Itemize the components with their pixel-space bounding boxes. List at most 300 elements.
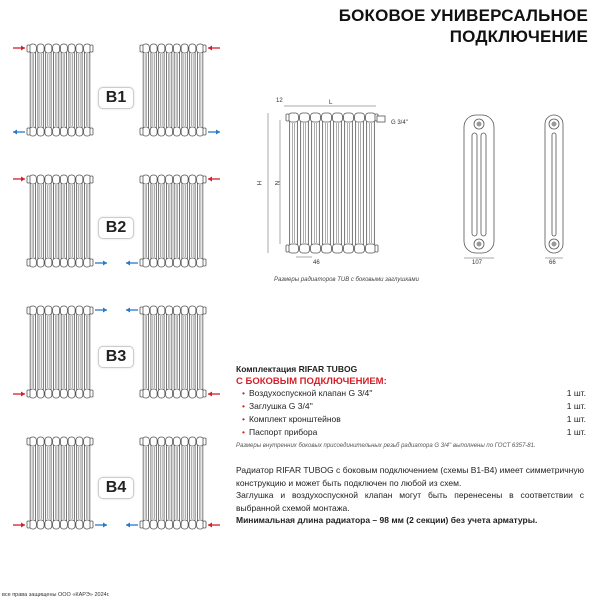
radiator-footer <box>84 389 91 398</box>
radiator-section <box>367 115 375 251</box>
radiator-section <box>301 115 309 251</box>
radiator-footer <box>68 389 75 398</box>
radiator-footer <box>53 520 60 529</box>
radiator-section <box>77 177 82 265</box>
radiator-section <box>190 46 195 134</box>
radiator-header <box>311 113 321 122</box>
radiator-footer <box>45 389 52 398</box>
radiator-footer <box>76 258 83 267</box>
radiator-footer <box>142 389 149 398</box>
radiator-plug <box>90 128 93 135</box>
radiator-header <box>53 175 60 184</box>
radiator-right-b3-icon <box>140 306 206 398</box>
bullet-icon: • <box>242 401 245 411</box>
arrow-head <box>21 46 25 51</box>
radiator-header <box>197 437 204 446</box>
kit-item <box>236 426 586 439</box>
radiator-header <box>60 44 67 53</box>
dim-l: L <box>329 100 333 106</box>
radiator-section <box>61 46 66 134</box>
radiator-header <box>173 437 180 446</box>
radiator-section <box>143 439 148 527</box>
radiator-section <box>38 46 43 134</box>
radiator-header <box>173 44 180 53</box>
kit-item <box>236 387 586 400</box>
radiator-footer <box>60 520 67 529</box>
supply-arrow-icon <box>13 46 25 51</box>
radiator-section <box>290 115 298 251</box>
radiator-plug <box>90 521 93 528</box>
arrow-head <box>208 46 212 51</box>
radiator-plug <box>203 307 206 314</box>
radiator-footer <box>142 258 149 267</box>
radiator-header <box>158 175 165 184</box>
radiator-footer <box>29 258 36 267</box>
radiator-footer <box>197 127 204 136</box>
radiator-header <box>29 306 36 315</box>
radiator-footer <box>68 127 75 136</box>
radiator-plug <box>27 438 30 445</box>
port-core <box>477 242 482 247</box>
supply-arrow-icon <box>208 523 220 528</box>
radiator-section <box>190 177 195 265</box>
radiator-footer <box>150 520 157 529</box>
radiator-section <box>61 177 66 265</box>
radiator-section <box>151 308 156 396</box>
radiator-footer <box>355 244 365 253</box>
radiator-plug <box>140 259 143 266</box>
radiator-header <box>142 175 149 184</box>
radiator-plug <box>140 45 143 52</box>
kit-note: Размеры внутренних боковых присоединительных резьб радиатора G 3/4'' выполнены по ГОСТ 6357-81. <box>236 443 536 449</box>
radiator-right-b2-icon <box>140 175 206 267</box>
bullet-icon: • <box>242 414 245 424</box>
radiator-section <box>143 177 148 265</box>
radiator-footer <box>173 520 180 529</box>
arrow-head <box>208 392 212 397</box>
radiator-footer <box>29 389 36 398</box>
kit-item-qty: 1 шт. <box>566 427 586 437</box>
port-core <box>552 242 557 247</box>
radiator-section <box>46 177 51 265</box>
radiator-footer <box>76 389 83 398</box>
arrow-head <box>21 392 25 397</box>
radiator-left-b4-icon <box>27 437 93 529</box>
radiator-footer <box>45 520 52 529</box>
radiator-plug <box>90 176 93 183</box>
radiator-header <box>344 113 354 122</box>
radiator-header <box>189 437 196 446</box>
radiator-header <box>37 175 44 184</box>
radiator-section <box>84 177 89 265</box>
page-title-line2: ПОДКЛЮЧЕНИЕ <box>449 27 588 46</box>
radiator-header <box>68 306 75 315</box>
radiator-footer <box>150 389 157 398</box>
arrow-head <box>126 523 130 528</box>
radiator-header <box>142 306 149 315</box>
radiator-footer <box>53 389 60 398</box>
radiator-section <box>77 439 82 527</box>
kit-item <box>236 400 586 413</box>
radiator-header <box>29 44 36 53</box>
radiator-section <box>356 115 364 251</box>
return-arrow-icon <box>208 130 220 135</box>
radiator-header <box>166 44 173 53</box>
radiator-plug <box>203 128 206 135</box>
radiator-footer <box>158 520 165 529</box>
radiator-header <box>84 175 91 184</box>
radiator-header <box>158 437 165 446</box>
radiator-header <box>53 306 60 315</box>
radiator-header <box>173 175 180 184</box>
kit-subheading: С БОКОВЫМ ПОДКЛЮЧЕНИЕМ: <box>236 376 387 387</box>
bullet-icon: • <box>242 388 245 398</box>
supply-arrow-icon <box>208 177 220 182</box>
radiator-section <box>159 308 164 396</box>
radiator-footer <box>181 389 188 398</box>
radiator-plug <box>140 128 143 135</box>
radiator-footer <box>366 244 376 253</box>
radiator-header <box>355 113 365 122</box>
radiator-header <box>84 44 91 53</box>
radiator-header <box>60 437 67 446</box>
supply-arrow-icon <box>13 392 25 397</box>
radiator-section <box>77 308 82 396</box>
radiator-front-view-icon <box>286 113 378 253</box>
radiator-section <box>190 308 195 396</box>
radiator-plug <box>27 521 30 528</box>
supply-arrow-icon <box>208 46 220 51</box>
radiator-section <box>38 177 43 265</box>
radiator-header <box>300 113 310 122</box>
radiator-plug <box>27 128 30 135</box>
arrow-head <box>21 177 25 182</box>
radiator-footer <box>37 389 44 398</box>
radiator-plug <box>203 45 206 52</box>
radiator-header <box>189 44 196 53</box>
radiator-section <box>84 308 89 396</box>
return-arrow-icon <box>13 130 25 135</box>
radiator-footer <box>300 244 310 253</box>
radiator-section <box>143 46 148 134</box>
radiator-plug <box>203 521 206 528</box>
radiator-header <box>60 306 67 315</box>
radiator-footer <box>84 520 91 529</box>
radiator-section <box>30 177 35 265</box>
arrow-head <box>103 523 107 528</box>
dim-thread: G 3/4'' <box>391 120 408 126</box>
radiator-section <box>151 177 156 265</box>
kit-item <box>236 413 586 426</box>
radiator-section <box>69 177 74 265</box>
radiator-section <box>61 439 66 527</box>
radiator-section <box>61 308 66 396</box>
radiator-header <box>166 437 173 446</box>
radiator-header <box>53 44 60 53</box>
radiator-header <box>53 437 60 446</box>
arrow-head <box>208 523 212 528</box>
radiator-footer <box>181 127 188 136</box>
kit-item-name: Воздухоспускной клапан G 3/4'' <box>248 388 373 398</box>
radiator-footer <box>150 258 157 267</box>
radiator-section <box>166 308 171 396</box>
radiator-footer <box>45 258 52 267</box>
radiator-header <box>60 175 67 184</box>
arrow-head <box>103 308 107 313</box>
radiator-header <box>181 306 188 315</box>
radiator-section <box>30 308 35 396</box>
radiator-footer <box>142 520 149 529</box>
dim-46: 46 <box>313 260 320 266</box>
radiator-header <box>366 113 376 122</box>
radiator-section <box>53 308 58 396</box>
radiator-footer <box>29 520 36 529</box>
radiator-footer <box>158 127 165 136</box>
radiator-section <box>182 46 187 134</box>
radiator-footer <box>197 258 204 267</box>
radiator-section <box>46 308 51 396</box>
radiator-section <box>69 308 74 396</box>
radiator-header <box>37 437 44 446</box>
radiator-footer <box>173 389 180 398</box>
radiator-header <box>68 175 75 184</box>
arrow-head <box>208 177 212 182</box>
radiator-plug <box>27 390 30 397</box>
side-tube <box>472 133 477 236</box>
port-core <box>552 122 557 127</box>
radiator-footer <box>173 258 180 267</box>
radiator-plug <box>286 245 289 252</box>
radiator-section <box>345 115 353 251</box>
radiator-section <box>174 177 179 265</box>
radiator-left-b3-icon <box>27 306 93 398</box>
radiator-header <box>37 44 44 53</box>
arrow-head <box>21 523 25 528</box>
scheme-badge-b2: B2 <box>98 217 134 239</box>
radiator-footer <box>166 389 173 398</box>
radiator-section <box>53 177 58 265</box>
description-p1: Радиатор RIFAR TUBOG с боковым подключением (схемы В1-В4) имеет симметричную конструкцию и может быть подключен по любой из схем. <box>236 465 584 488</box>
radiator-header <box>45 44 52 53</box>
supply-arrow-icon <box>13 523 25 528</box>
dim-n: N <box>273 180 280 186</box>
kit-item-qty: 1 шт. <box>566 414 586 424</box>
kit-heading: Комплектация RIFAR TUBOG <box>236 364 358 374</box>
radiator-footer <box>142 127 149 136</box>
radiator-footer <box>84 127 91 136</box>
radiator-footer <box>60 127 67 136</box>
radiator-plug <box>286 114 289 121</box>
radiator-plug <box>27 307 30 314</box>
kit-item-name: Паспорт прибора <box>248 427 318 437</box>
radiator-plug <box>27 176 30 183</box>
radiator-footer <box>76 127 83 136</box>
arrow-head <box>13 130 17 135</box>
radiator-header <box>76 437 83 446</box>
radiator-plug <box>90 307 93 314</box>
radiator-header <box>37 306 44 315</box>
radiator-footer <box>289 244 299 253</box>
radiator-plug <box>203 176 206 183</box>
scheme-badge-b1: B1 <box>98 87 134 109</box>
radiator-plug <box>27 45 30 52</box>
radiator-header <box>181 175 188 184</box>
radiator-header <box>197 306 204 315</box>
radiator-footer <box>181 520 188 529</box>
arrow-head <box>126 308 130 313</box>
radiator-header <box>76 44 83 53</box>
radiator-header <box>68 437 75 446</box>
description-p3: Минимальная длина радиатора – 98 мм (2 секции) без учета арматуры. <box>236 515 538 525</box>
radiator-header <box>68 44 75 53</box>
radiator-header <box>142 44 149 53</box>
radiator-section <box>323 115 331 251</box>
radiator-header <box>150 44 157 53</box>
radiator-right-b4-icon <box>140 437 206 529</box>
radiator-section <box>84 46 89 134</box>
radiator-plug <box>203 390 206 397</box>
radiator-footer <box>37 258 44 267</box>
dim-107: 107 <box>472 260 483 266</box>
radiator-header <box>166 175 173 184</box>
return-arrow-icon <box>95 523 107 528</box>
radiator-footer <box>322 244 332 253</box>
radiator-header <box>45 306 52 315</box>
radiator-plug <box>375 245 378 252</box>
bullet-icon: • <box>242 427 245 437</box>
radiator-footer <box>189 127 196 136</box>
radiator-section <box>174 308 179 396</box>
radiator-header <box>45 175 52 184</box>
radiator-plug <box>140 438 143 445</box>
radiator-plug <box>27 259 30 266</box>
radiator-footer <box>29 127 36 136</box>
radiator-header <box>322 113 332 122</box>
radiator-plug <box>90 45 93 52</box>
radiator-header <box>76 175 83 184</box>
supply-arrow-icon <box>208 392 220 397</box>
radiator-section <box>143 308 148 396</box>
radiator-header <box>197 175 204 184</box>
radiator-header <box>197 44 204 53</box>
side-tube <box>552 133 556 236</box>
arrow-head <box>216 130 220 135</box>
radiator-plug <box>90 390 93 397</box>
radiator-footer <box>84 258 91 267</box>
radiator-footer <box>181 258 188 267</box>
radiator-header <box>289 113 299 122</box>
radiator-footer <box>197 520 204 529</box>
radiator-footer <box>158 258 165 267</box>
radiator-header <box>29 437 36 446</box>
radiator-footer <box>311 244 321 253</box>
page-title-line1: БОКОВОЕ УНИВЕРСАЛЬНОЕ <box>338 6 588 25</box>
dim-66: 66 <box>549 260 556 266</box>
radiator-section <box>334 115 342 251</box>
radiator-header <box>189 175 196 184</box>
port-core <box>477 122 482 127</box>
radiator-section <box>159 46 164 134</box>
side-view-107-icon <box>464 115 494 253</box>
radiator-section <box>197 439 202 527</box>
radiator-footer <box>189 520 196 529</box>
radiator-footer <box>60 258 67 267</box>
radiator-section <box>159 439 164 527</box>
radiator-section <box>46 439 51 527</box>
radiator-header <box>84 437 91 446</box>
supply-arrow-icon <box>13 177 25 182</box>
radiator-header <box>189 306 196 315</box>
radiator-footer <box>68 520 75 529</box>
description <box>236 464 584 527</box>
return-arrow-icon <box>126 261 138 266</box>
radiator-header <box>166 306 173 315</box>
radiator-section <box>197 46 202 134</box>
radiator-footer <box>53 258 60 267</box>
arrow-head <box>103 261 107 266</box>
radiator-header <box>150 306 157 315</box>
radiator-section <box>182 177 187 265</box>
drawing-caption: Размеры радиаторов TUB с боковыми заглушками <box>274 277 419 283</box>
kit-item-name: Комплект кронштейнов <box>248 414 341 424</box>
radiator-footer <box>333 244 343 253</box>
radiator-header <box>158 44 165 53</box>
dim-h: H <box>255 180 262 186</box>
thread-fitting <box>377 116 385 122</box>
radiator-header <box>173 306 180 315</box>
radiator-header <box>29 175 36 184</box>
scheme-badge-b3: B3 <box>98 346 134 368</box>
kit-item-name: Заглушка G 3/4'' <box>248 401 313 411</box>
radiator-header <box>158 306 165 315</box>
radiator-plug <box>140 390 143 397</box>
kit-section <box>236 364 586 449</box>
radiator-header <box>181 437 188 446</box>
radiator-section <box>77 46 82 134</box>
radiator-section <box>166 46 171 134</box>
radiator-section <box>151 439 156 527</box>
radiator-section <box>53 46 58 134</box>
radiator-header <box>181 44 188 53</box>
radiator-section <box>182 308 187 396</box>
radiator-footer <box>189 258 196 267</box>
radiator-section <box>174 439 179 527</box>
radiator-section <box>197 308 202 396</box>
radiator-plug <box>203 259 206 266</box>
kit-item-qty: 1 шт. <box>566 388 586 398</box>
return-arrow-icon <box>126 523 138 528</box>
radiator-footer <box>45 127 52 136</box>
return-arrow-icon <box>95 308 107 313</box>
radiator-header <box>333 113 343 122</box>
radiator-footer <box>76 520 83 529</box>
radiator-section <box>38 308 43 396</box>
radiator-header <box>150 175 157 184</box>
radiator-plug <box>90 259 93 266</box>
radiator-footer <box>53 127 60 136</box>
radiator-section <box>182 439 187 527</box>
radiator-section <box>84 439 89 527</box>
radiator-left-b2-icon <box>27 175 93 267</box>
return-arrow-icon <box>95 261 107 266</box>
radiator-footer <box>166 520 173 529</box>
radiator-footer <box>68 258 75 267</box>
radiator-footer <box>60 389 67 398</box>
radiator-footer <box>197 389 204 398</box>
radiator-plug <box>140 521 143 528</box>
radiator-section <box>46 46 51 134</box>
radiator-section <box>69 439 74 527</box>
